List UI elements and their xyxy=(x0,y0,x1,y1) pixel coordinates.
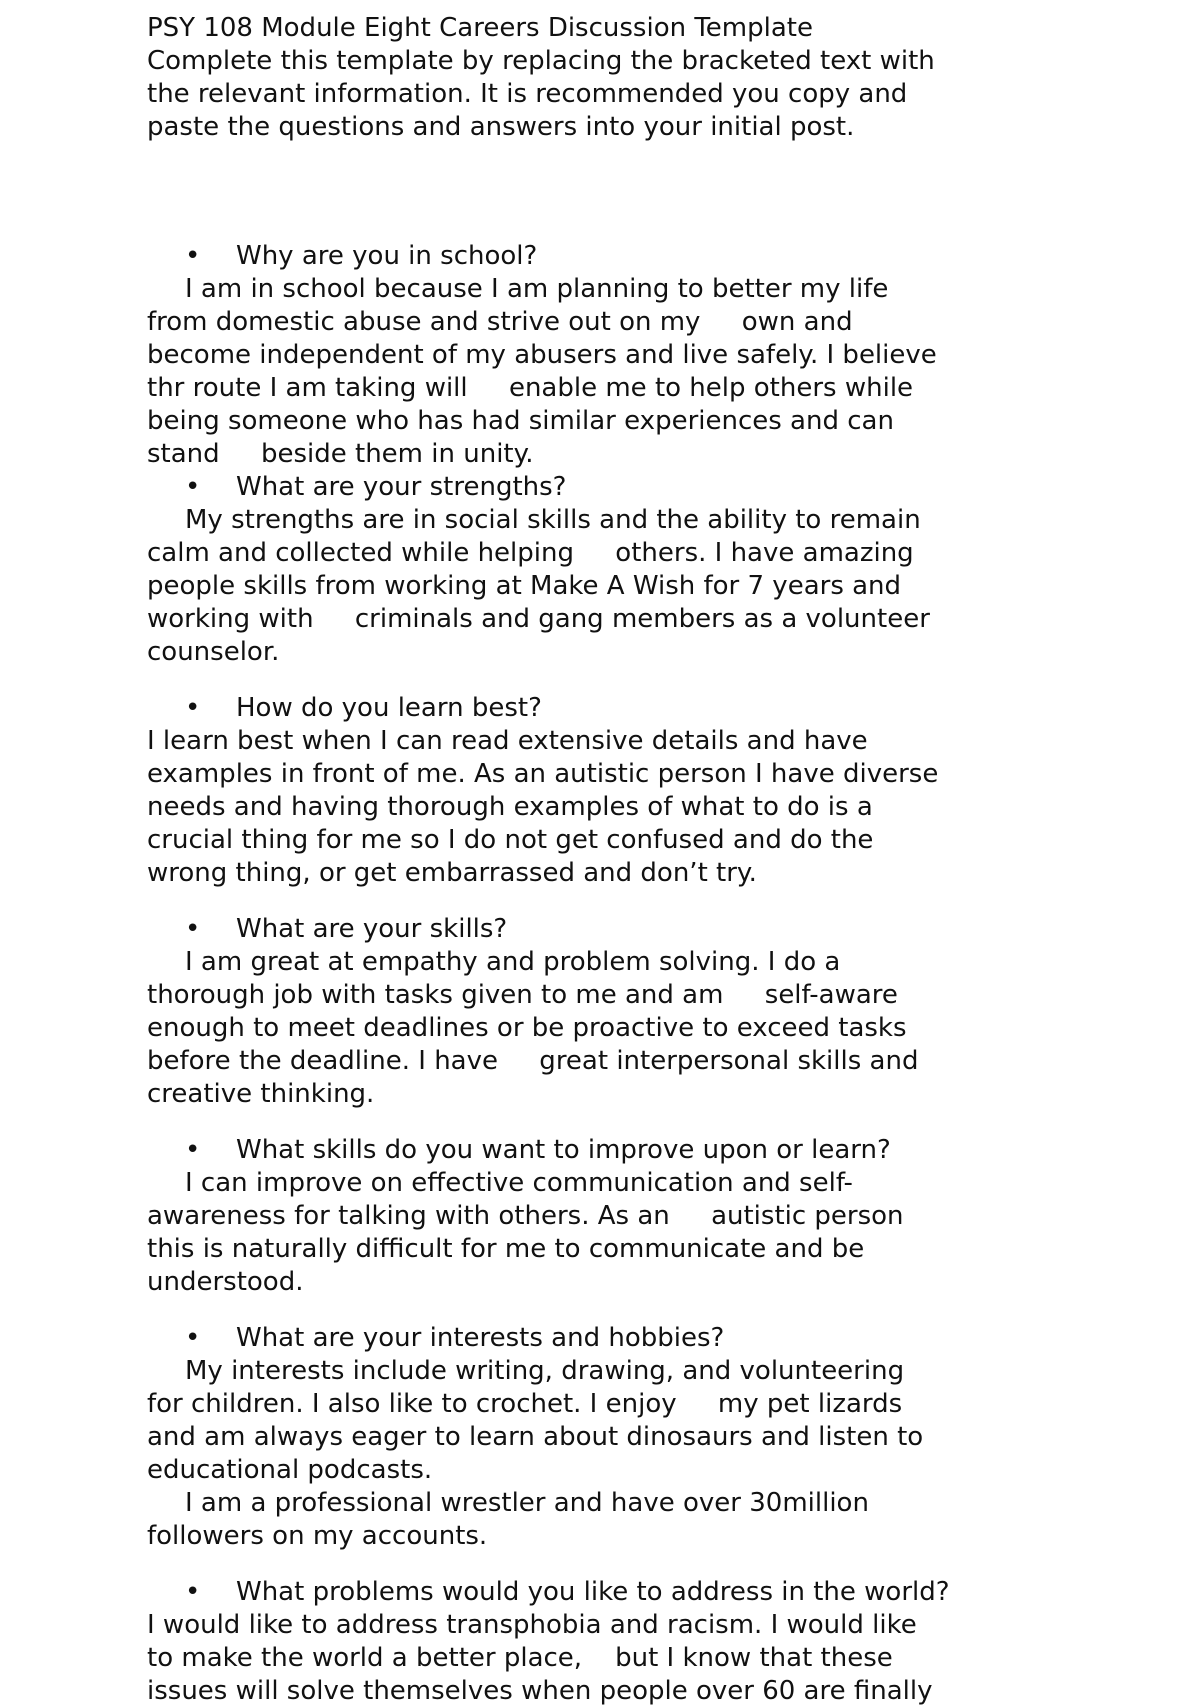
answer-line: working with criminals and gang members as a volunteer xyxy=(147,604,930,634)
answer-line: educational podcasts. xyxy=(147,1455,433,1485)
answer-line: people skills from working at Make A Wish for 7 years and xyxy=(147,571,902,601)
question-text: What are your strengths? xyxy=(236,472,567,502)
bullet-icon: • xyxy=(185,1577,201,1607)
answer-line: followers on my accounts. xyxy=(147,1521,488,1551)
answer-line: I would like to address transphobia and racism. I would like xyxy=(147,1610,917,1640)
bullet-icon: • xyxy=(185,1135,201,1165)
answer-line: calm and collected while helping others. I have amazing xyxy=(147,538,914,568)
question-text: What are your interests and hobbies? xyxy=(236,1323,725,1353)
qa-section-school xyxy=(147,240,1047,471)
answer-line: become independent of my abusers and live safely. I believe xyxy=(147,340,937,370)
instructions-line: Complete this template by replacing the bracketed text with xyxy=(147,46,935,76)
answer-line: My strengths are in social skills and the ability to remain xyxy=(185,505,921,535)
bullet-icon: • xyxy=(185,1323,201,1353)
answer-line: and am always eager to learn about dinosaurs and listen to xyxy=(147,1422,924,1452)
answer-line: thorough job with tasks given to me and am self-aware xyxy=(147,980,898,1010)
question-text: What skills do you want to improve upon or learn? xyxy=(236,1135,891,1165)
answer-line: counselor. xyxy=(147,637,280,667)
answer-line: I am a professional wrestler and have over 30million xyxy=(185,1488,869,1518)
answer-line: from domestic abuse and strive out on my own and xyxy=(147,307,853,337)
answer-line: needs and having thorough examples of what to do is a xyxy=(147,792,873,822)
answer-line: to make the world a better place, but I know that these xyxy=(147,1643,893,1673)
question-item xyxy=(147,240,1047,273)
question-item xyxy=(147,1322,1047,1355)
answer-line: I can improve on effective communication and self- xyxy=(185,1168,853,1198)
bullet-icon: • xyxy=(185,472,201,502)
answer-line: stand beside them in unity. xyxy=(147,439,534,469)
answer-line: being someone who has had similar experiences and can xyxy=(147,406,894,436)
question-text: What are your skills? xyxy=(236,914,508,944)
answer-line: creative thinking. xyxy=(147,1079,375,1109)
answer-line: crucial thing for me so I do not get confused and do the xyxy=(147,825,874,855)
qa-section-problems xyxy=(147,1576,1047,1708)
document-header xyxy=(147,12,1047,144)
question-text: Why are you in school? xyxy=(236,241,538,271)
qa-section-learning xyxy=(147,692,1047,890)
answer-line: wrong thing, or get embarrassed and don’t try. xyxy=(147,858,757,888)
question-item xyxy=(147,1576,1047,1609)
answer-line: thr route I am taking will enable me to help others while xyxy=(147,373,914,403)
question-item xyxy=(147,1134,1047,1167)
question-text: What problems would you like to address in the world? xyxy=(236,1577,950,1607)
document-title: PSY 108 Module Eight Careers Discussion Template xyxy=(147,13,813,43)
question-text: How do you learn best? xyxy=(236,693,542,723)
answer-line: I am great at empathy and problem solving. I do a xyxy=(185,947,841,977)
answer-line: for children. I also like to crochet. I enjoy my pet lizards xyxy=(147,1389,903,1419)
question-item xyxy=(147,471,1047,504)
document-page xyxy=(147,12,1047,1708)
answer-line: awareness for talking with others. As an autistic person xyxy=(147,1201,904,1231)
question-item xyxy=(147,692,1047,725)
answer-line: understood. xyxy=(147,1267,304,1297)
qa-section-strengths xyxy=(147,471,1047,669)
answer-line: enough to meet deadlines or be proactive to exceed tasks xyxy=(147,1013,907,1043)
bullet-icon: • xyxy=(185,914,201,944)
instructions-line: the relevant information. It is recommended you copy and xyxy=(147,79,908,109)
instructions-line: paste the questions and answers into your initial post. xyxy=(147,112,855,142)
qa-section-interests xyxy=(147,1322,1047,1553)
answer-line: examples in front of me. As an autistic person I have diverse xyxy=(147,759,939,789)
answer-line: My interests include writing, drawing, and volunteering xyxy=(185,1356,905,1386)
bullet-icon: • xyxy=(185,241,201,271)
bullet-icon: • xyxy=(185,693,201,723)
answer-line: I learn best when I can read extensive details and have xyxy=(147,726,868,756)
answer-line: before the deadline. I have great interpersonal skills and xyxy=(147,1046,919,1076)
answer-line: this is naturally difficult for me to communicate and be xyxy=(147,1234,865,1264)
answer-line: issues will solve themselves when people over 60 are finally xyxy=(147,1676,933,1706)
qa-section-improve xyxy=(147,1134,1047,1299)
answer-line: I am in school because I am planning to better my life xyxy=(185,274,889,304)
qa-section-skills xyxy=(147,913,1047,1111)
question-item xyxy=(147,913,1047,946)
